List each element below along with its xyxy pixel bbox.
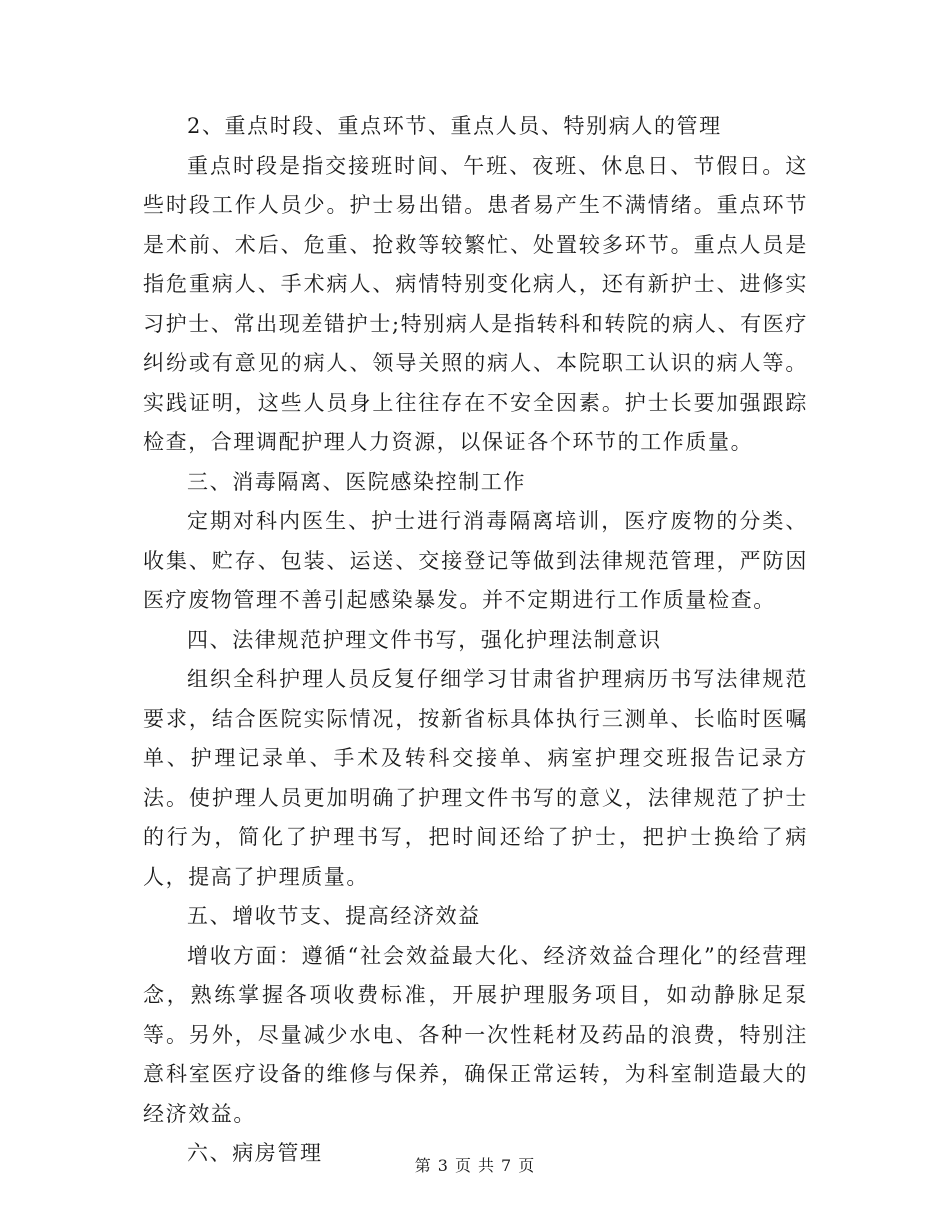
page-footer bbox=[0, 1153, 950, 1176]
paragraph-key-periods: 重点时段是指交接班时间、午班、夜班、休息日、节假日。这些时段工作人员少。护士易出错。患者易产生不满情绪。重点环节是术前、术后、危重、抢救等较繁忙、处置较多环节。重点人员是指危重病人、手术病人、病情特别变化病人，还有新护士、进修实习护士、常出现差错护士;特别病人是指转科和转院的病人、有医疗纠纷或有意见的病人、领导关照的病人、本院职工认识的病人等。实践证明，这些人员身上往往存在不安全因素。护士长要加强跟踪检查，合理调配护理人力资源，以保证各个环节的工作质量。 bbox=[143, 153, 808, 454]
footer-prefix: 第 bbox=[414, 1156, 432, 1175]
section-heading-ward-management: 六、病房管理 bbox=[187, 1141, 323, 1165]
section-heading-revenue: 五、增收节支、提高经济效益 bbox=[187, 904, 481, 928]
section-heading-documentation: 四、法律规范护理文件书写，强化护理法制意识 bbox=[187, 627, 662, 652]
document-body bbox=[143, 107, 808, 1174]
footer-suffix: 页 bbox=[518, 1156, 536, 1175]
paragraph-documentation: 组织全科护理人员反复仔细学习甘肃省护理病历书写法律规范要求，结合医院实际情况，按新省标具体执行三测单、长临时医嘱单、护理记录单、手术及转科交接单、病室护理交班报告记录方法。使护理人员更加明确了护理文件书写的意义，法律规范了护士的行为，简化了护理书写，把时间还给了护士，把护士换给了病人，提高了护理质量。 bbox=[143, 667, 808, 889]
footer-middle: 页 共 bbox=[454, 1156, 496, 1175]
paragraph-disinfection: 定期对科内医生、护士进行消毒隔离培训，医疗废物的分类、收集、贮存、包装、运送、交接登记等做到法律规范管理，严防因医疗废物管理不善引起感染暴发。并不定期进行工作质量检查。 bbox=[143, 509, 808, 612]
section-heading-disinfection: 三、消毒隔离、医院感染控制工作 bbox=[187, 469, 526, 494]
section-heading-key-periods: 2、重点时段、重点环节、重点人员、特别病人的管理 bbox=[187, 114, 722, 138]
paragraph-revenue: 增收方面：遵循“社会效益最大化、经济效益合理化”的经营理念，熟练掌握各项收费标准，开展护理服务项目，如动静脉足泵等。另外，尽量减少水电、各种一次性耗材及药品的浪费，特别注意科室医疗设备的维修与保养，确保正常运转，为科室制造最大的经济效益。 bbox=[143, 943, 808, 1126]
footer-total-pages: 7 bbox=[501, 1156, 513, 1175]
footer-page-number: 3 bbox=[437, 1156, 449, 1175]
